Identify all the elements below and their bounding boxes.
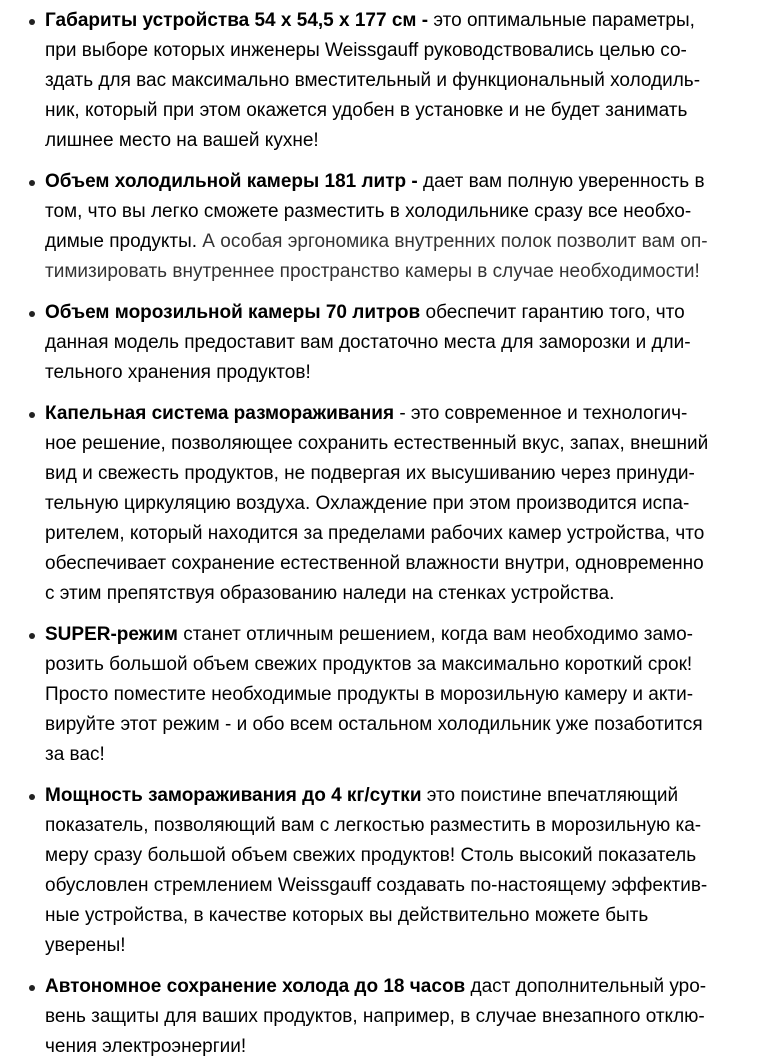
text-line xyxy=(45,429,780,459)
feature-text: лишнее место на вашей кухне! xyxy=(45,130,319,151)
text-line xyxy=(45,871,780,901)
feature-list-item xyxy=(45,298,780,388)
text-line xyxy=(45,126,780,156)
feature-text: димые продукты. xyxy=(45,231,198,252)
feature-text: это оптимальные параметры, xyxy=(428,10,695,31)
text-line xyxy=(45,740,780,770)
feature-text: обеспечивает сохранение естественной влажности внутри, одновременно xyxy=(45,553,704,574)
feature-list-item xyxy=(45,781,780,961)
feature-title: Капельная система размораживания xyxy=(45,403,395,424)
text-line xyxy=(45,96,780,126)
feature-text: дает вам полную уверенность в xyxy=(417,171,705,192)
feature-text: вид и свежесть продуктов, не подвергая их высушиванию через принуди- xyxy=(45,463,695,484)
text-line xyxy=(45,579,780,609)
text-line xyxy=(45,620,780,650)
feature-text: здать для вас максимально вместительный и функциональный холодиль- xyxy=(45,70,701,91)
text-line xyxy=(45,1002,780,1032)
text-line xyxy=(45,328,780,358)
feature-text: уверены! xyxy=(45,935,126,956)
text-line xyxy=(45,399,780,429)
text-line xyxy=(45,972,780,1002)
feature-title: Объем холодильной камеры 181 литр - xyxy=(45,171,418,192)
text-line xyxy=(45,931,780,961)
feature-text: том, что вы легко сможете разместить в холодильнике сразу все необхо- xyxy=(45,201,692,222)
text-line xyxy=(45,6,780,36)
feature-text: с этим препятствуя образованию наледи на стенках устройства. xyxy=(45,583,615,604)
text-line xyxy=(45,650,780,680)
feature-text: станет отличным решением, когда вам необходимо замо- xyxy=(177,624,693,645)
feature-text: меру сразу большой объем свежих продуктов! Столь высокий показатель xyxy=(45,845,697,866)
text-line xyxy=(45,36,780,66)
feature-text: - это современное и технологич- xyxy=(394,403,688,424)
text-line xyxy=(45,197,780,227)
text-line xyxy=(45,257,780,287)
text-line xyxy=(45,298,780,328)
text-line xyxy=(45,489,780,519)
feature-title: Мощность замораживания до 4 кг/сутки xyxy=(45,785,422,806)
feature-text: обусловлен стремлением Weissgauff создавать по-настоящему эффектив- xyxy=(45,875,708,896)
feature-text: ное решение, позволяющее сохранить естественный вкус, запах, внешний xyxy=(45,433,709,454)
feature-list-item xyxy=(45,972,780,1062)
text-line xyxy=(45,901,780,931)
feature-text: обеспечит гарантию того, что xyxy=(420,302,685,323)
text-line xyxy=(45,841,780,871)
feature-text: за вас! xyxy=(45,744,105,765)
feature-text: показатель, позволяющий вам с легкостью разместить в морозильную ка- xyxy=(45,815,702,836)
text-line xyxy=(45,811,780,841)
feature-list-item xyxy=(45,6,780,156)
feature-text: А особая эргономика внутренних полок позволит вам оп- xyxy=(197,231,708,252)
feature-text: рителем, который находится за пределами рабочих камер устройства, что xyxy=(45,523,705,544)
feature-list-item xyxy=(45,620,780,770)
feature-text: вень защиты для ваших продуктов, например, в случае внезапного отклю- xyxy=(45,1006,705,1027)
text-line xyxy=(45,710,780,740)
feature-text: тельную циркуляцию воздуха. Охлаждение при этом производится испа- xyxy=(45,493,690,514)
feature-text: ные устройства, в качестве которых вы действительно можете быть xyxy=(45,905,649,926)
feature-text: чения электроэнергии! xyxy=(45,1036,247,1057)
feature-text: даст дополнительный уро- xyxy=(465,976,707,997)
feature-text: ник, который при этом окажется удобен в установке и не будет занимать xyxy=(45,100,688,121)
feature-title: Объем морозильной камеры 70 литров xyxy=(45,302,421,323)
feature-text: тельного хранения продуктов! xyxy=(45,362,311,383)
text-line xyxy=(45,459,780,489)
text-line xyxy=(45,358,780,388)
feature-title: SUPER-режим xyxy=(45,624,178,645)
feature-list-item xyxy=(45,399,780,609)
feature-text: розить большой объем свежих продуктов за максимально короткий срок! xyxy=(45,654,693,675)
text-line xyxy=(45,519,780,549)
feature-text: при выборе которых инженеры Weissgauff руководствовались целью со- xyxy=(45,40,687,61)
text-line xyxy=(45,227,780,257)
feature-text: это поистине впечатляющий xyxy=(421,785,679,806)
feature-text: вируйте этот режим - и обо всем остальном холодильник уже позаботится xyxy=(45,714,703,735)
feature-text: Просто поместите необходимые продукты в морозильную камеру и акти- xyxy=(45,684,694,705)
text-line xyxy=(45,549,780,579)
feature-text: тимизировать внутреннее пространство камеры в случае необходимости! xyxy=(45,261,700,282)
text-line xyxy=(45,781,780,811)
text-line xyxy=(45,167,780,197)
text-line xyxy=(45,680,780,710)
text-line xyxy=(45,66,780,96)
feature-list-item xyxy=(45,167,780,287)
feature-text: данная модель предоставит вам достаточно места для заморозки и дли- xyxy=(45,332,691,353)
feature-title: Автономное сохранение холода до 18 часов xyxy=(45,976,466,997)
text-line xyxy=(45,1032,780,1062)
feature-title: Габариты устройства 54 x 54,5 x 177 см - xyxy=(45,10,429,31)
